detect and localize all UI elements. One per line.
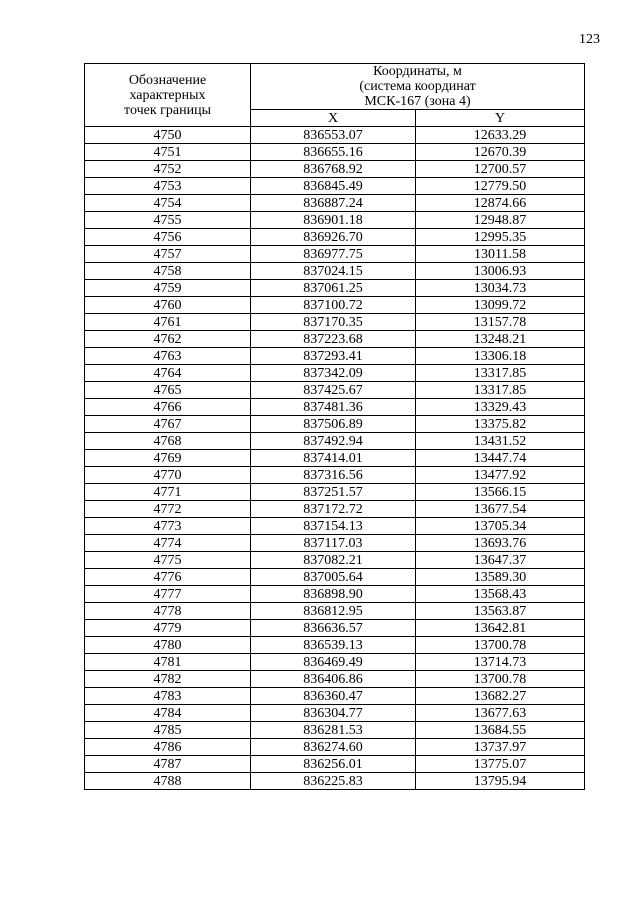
table-row <box>85 569 585 586</box>
header-coordinates <box>251 64 585 110</box>
cell-y: 13248.21 <box>416 331 585 348</box>
cell-point: 4778 <box>85 603 251 620</box>
table-row <box>85 297 585 314</box>
cell-x: 837005.64 <box>251 569 416 586</box>
header-points-line: Обозначение <box>128 72 207 88</box>
cell-point: 4767 <box>85 416 251 433</box>
cell-y: 13775.07 <box>416 756 585 773</box>
cell-point: 4753 <box>85 178 251 195</box>
cell-point: 4783 <box>85 688 251 705</box>
cell-y: 13737.97 <box>416 739 585 756</box>
cell-point: 4762 <box>85 331 251 348</box>
cell-x: 836304.77 <box>251 705 416 722</box>
table-row <box>85 348 585 365</box>
cell-x: 836812.95 <box>251 603 416 620</box>
table-header <box>85 64 585 127</box>
cell-y: 12700.57 <box>416 161 585 178</box>
cell-x: 837061.25 <box>251 280 416 297</box>
table-row <box>85 450 585 467</box>
table-row <box>85 705 585 722</box>
cell-point: 4751 <box>85 144 251 161</box>
cell-point: 4771 <box>85 484 251 501</box>
cell-x: 837425.67 <box>251 382 416 399</box>
cell-point: 4782 <box>85 671 251 688</box>
cell-x: 836256.01 <box>251 756 416 773</box>
header-coordinates-line: (система координат <box>359 79 476 94</box>
cell-point: 4765 <box>85 382 251 399</box>
cell-point: 4788 <box>85 773 251 790</box>
cell-point: 4770 <box>85 467 251 484</box>
cell-x: 836469.49 <box>251 654 416 671</box>
cell-point: 4764 <box>85 365 251 382</box>
cell-y: 13677.54 <box>416 501 585 518</box>
cell-point: 4763 <box>85 348 251 365</box>
cell-y: 13317.85 <box>416 382 585 399</box>
table-row <box>85 688 585 705</box>
cell-x: 836901.18 <box>251 212 416 229</box>
cell-y: 12995.35 <box>416 229 585 246</box>
cell-x: 836926.70 <box>251 229 416 246</box>
cell-x: 837293.41 <box>251 348 416 365</box>
cell-point: 4784 <box>85 705 251 722</box>
cell-point: 4755 <box>85 212 251 229</box>
cell-x: 837481.36 <box>251 399 416 416</box>
cell-x: 837100.72 <box>251 297 416 314</box>
table-row <box>85 399 585 416</box>
cell-y: 13477.92 <box>416 467 585 484</box>
cell-y: 12633.29 <box>416 127 585 144</box>
table-row <box>85 501 585 518</box>
header-x: X <box>251 110 416 127</box>
cell-x: 836539.13 <box>251 637 416 654</box>
cell-x: 837492.94 <box>251 433 416 450</box>
cell-y: 13693.76 <box>416 535 585 552</box>
cell-y: 13684.55 <box>416 722 585 739</box>
cell-x: 837170.35 <box>251 314 416 331</box>
cell-x: 836406.86 <box>251 671 416 688</box>
table-row <box>85 212 585 229</box>
table-row <box>85 178 585 195</box>
cell-y: 13431.52 <box>416 433 585 450</box>
cell-y: 13011.58 <box>416 246 585 263</box>
cell-point: 4769 <box>85 450 251 467</box>
page-number: 123 <box>579 32 600 47</box>
table-row <box>85 161 585 178</box>
cell-y: 13375.82 <box>416 416 585 433</box>
table-row <box>85 246 585 263</box>
table-row <box>85 484 585 501</box>
header-row <box>85 64 585 110</box>
cell-point: 4773 <box>85 518 251 535</box>
cell-x: 836553.07 <box>251 127 416 144</box>
table-row <box>85 433 585 450</box>
table-row <box>85 722 585 739</box>
cell-y: 13642.81 <box>416 620 585 637</box>
cell-point: 4768 <box>85 433 251 450</box>
cell-point: 4772 <box>85 501 251 518</box>
cell-x: 836768.92 <box>251 161 416 178</box>
table-row <box>85 467 585 484</box>
cell-point: 4760 <box>85 297 251 314</box>
cell-x: 837506.89 <box>251 416 416 433</box>
cell-y: 13795.94 <box>416 773 585 790</box>
table-row <box>85 365 585 382</box>
cell-point: 4785 <box>85 722 251 739</box>
cell-x: 837342.09 <box>251 365 416 382</box>
table-row <box>85 518 585 535</box>
cell-x: 837082.21 <box>251 552 416 569</box>
cell-x: 836225.83 <box>251 773 416 790</box>
cell-x: 837223.68 <box>251 331 416 348</box>
table-row <box>85 586 585 603</box>
table-row <box>85 144 585 161</box>
header-coordinates-line: Координаты, м <box>373 64 462 79</box>
table-row <box>85 229 585 246</box>
cell-point: 4752 <box>85 161 251 178</box>
table-row <box>85 603 585 620</box>
cell-y: 12874.66 <box>416 195 585 212</box>
cell-y: 13006.93 <box>416 263 585 280</box>
cell-x: 837414.01 <box>251 450 416 467</box>
cell-point: 4756 <box>85 229 251 246</box>
cell-x: 836898.90 <box>251 586 416 603</box>
header-points-line: характерных <box>129 87 206 103</box>
cell-y: 13705.34 <box>416 518 585 535</box>
cell-point: 4766 <box>85 399 251 416</box>
cell-y: 13306.18 <box>416 348 585 365</box>
cell-point: 4774 <box>85 535 251 552</box>
cell-y: 13447.74 <box>416 450 585 467</box>
cell-y: 13099.72 <box>416 297 585 314</box>
cell-y: 13034.73 <box>416 280 585 297</box>
cell-x: 837172.72 <box>251 501 416 518</box>
table-row <box>85 535 585 552</box>
cell-point: 4757 <box>85 246 251 263</box>
table-row <box>85 416 585 433</box>
cell-y: 13589.30 <box>416 569 585 586</box>
cell-y: 13329.43 <box>416 399 585 416</box>
cell-y: 13317.85 <box>416 365 585 382</box>
table-row <box>85 773 585 790</box>
cell-point: 4759 <box>85 280 251 297</box>
cell-x: 836360.47 <box>251 688 416 705</box>
cell-y: 12948.87 <box>416 212 585 229</box>
cell-x: 837154.13 <box>251 518 416 535</box>
cell-y: 13563.87 <box>416 603 585 620</box>
cell-x: 837251.57 <box>251 484 416 501</box>
cell-y: 13682.27 <box>416 688 585 705</box>
header-y: Y <box>416 110 585 127</box>
cell-point: 4754 <box>85 195 251 212</box>
table-row <box>85 671 585 688</box>
cell-y: 13700.78 <box>416 671 585 688</box>
cell-y: 12779.50 <box>416 178 585 195</box>
table-row <box>85 280 585 297</box>
cell-point: 4776 <box>85 569 251 586</box>
cell-x: 837117.03 <box>251 535 416 552</box>
cell-y: 13714.73 <box>416 654 585 671</box>
cell-x: 837024.15 <box>251 263 416 280</box>
cell-x: 837316.56 <box>251 467 416 484</box>
table-row <box>85 263 585 280</box>
table-row <box>85 654 585 671</box>
table-row <box>85 756 585 773</box>
table-row <box>85 195 585 212</box>
table-row <box>85 314 585 331</box>
cell-y: 13647.37 <box>416 552 585 569</box>
cell-y: 13700.78 <box>416 637 585 654</box>
table-row <box>85 637 585 654</box>
cell-x: 836655.16 <box>251 144 416 161</box>
cell-y: 12670.39 <box>416 144 585 161</box>
table-row <box>85 552 585 569</box>
cell-point: 4787 <box>85 756 251 773</box>
header-points <box>85 64 251 127</box>
table-body <box>85 127 585 790</box>
header-points-line: точек границы <box>124 102 211 118</box>
table-row <box>85 331 585 348</box>
coordinates-table <box>84 63 585 790</box>
cell-x: 836274.60 <box>251 739 416 756</box>
cell-x: 836281.53 <box>251 722 416 739</box>
cell-y: 13157.78 <box>416 314 585 331</box>
cell-y: 13568.43 <box>416 586 585 603</box>
header-coordinates-line: МСК-167 (зона 4) <box>364 94 471 109</box>
cell-x: 836977.75 <box>251 246 416 263</box>
cell-point: 4777 <box>85 586 251 603</box>
cell-point: 4781 <box>85 654 251 671</box>
cell-point: 4761 <box>85 314 251 331</box>
cell-x: 836887.24 <box>251 195 416 212</box>
cell-point: 4786 <box>85 739 251 756</box>
cell-x: 836845.49 <box>251 178 416 195</box>
table-row <box>85 739 585 756</box>
cell-point: 4779 <box>85 620 251 637</box>
table-row <box>85 382 585 399</box>
table-row <box>85 127 585 144</box>
cell-point: 4780 <box>85 637 251 654</box>
cell-y: 13677.63 <box>416 705 585 722</box>
cell-point: 4750 <box>85 127 251 144</box>
cell-point: 4758 <box>85 263 251 280</box>
cell-x: 836636.57 <box>251 620 416 637</box>
cell-point: 4775 <box>85 552 251 569</box>
table-row <box>85 620 585 637</box>
cell-y: 13566.15 <box>416 484 585 501</box>
